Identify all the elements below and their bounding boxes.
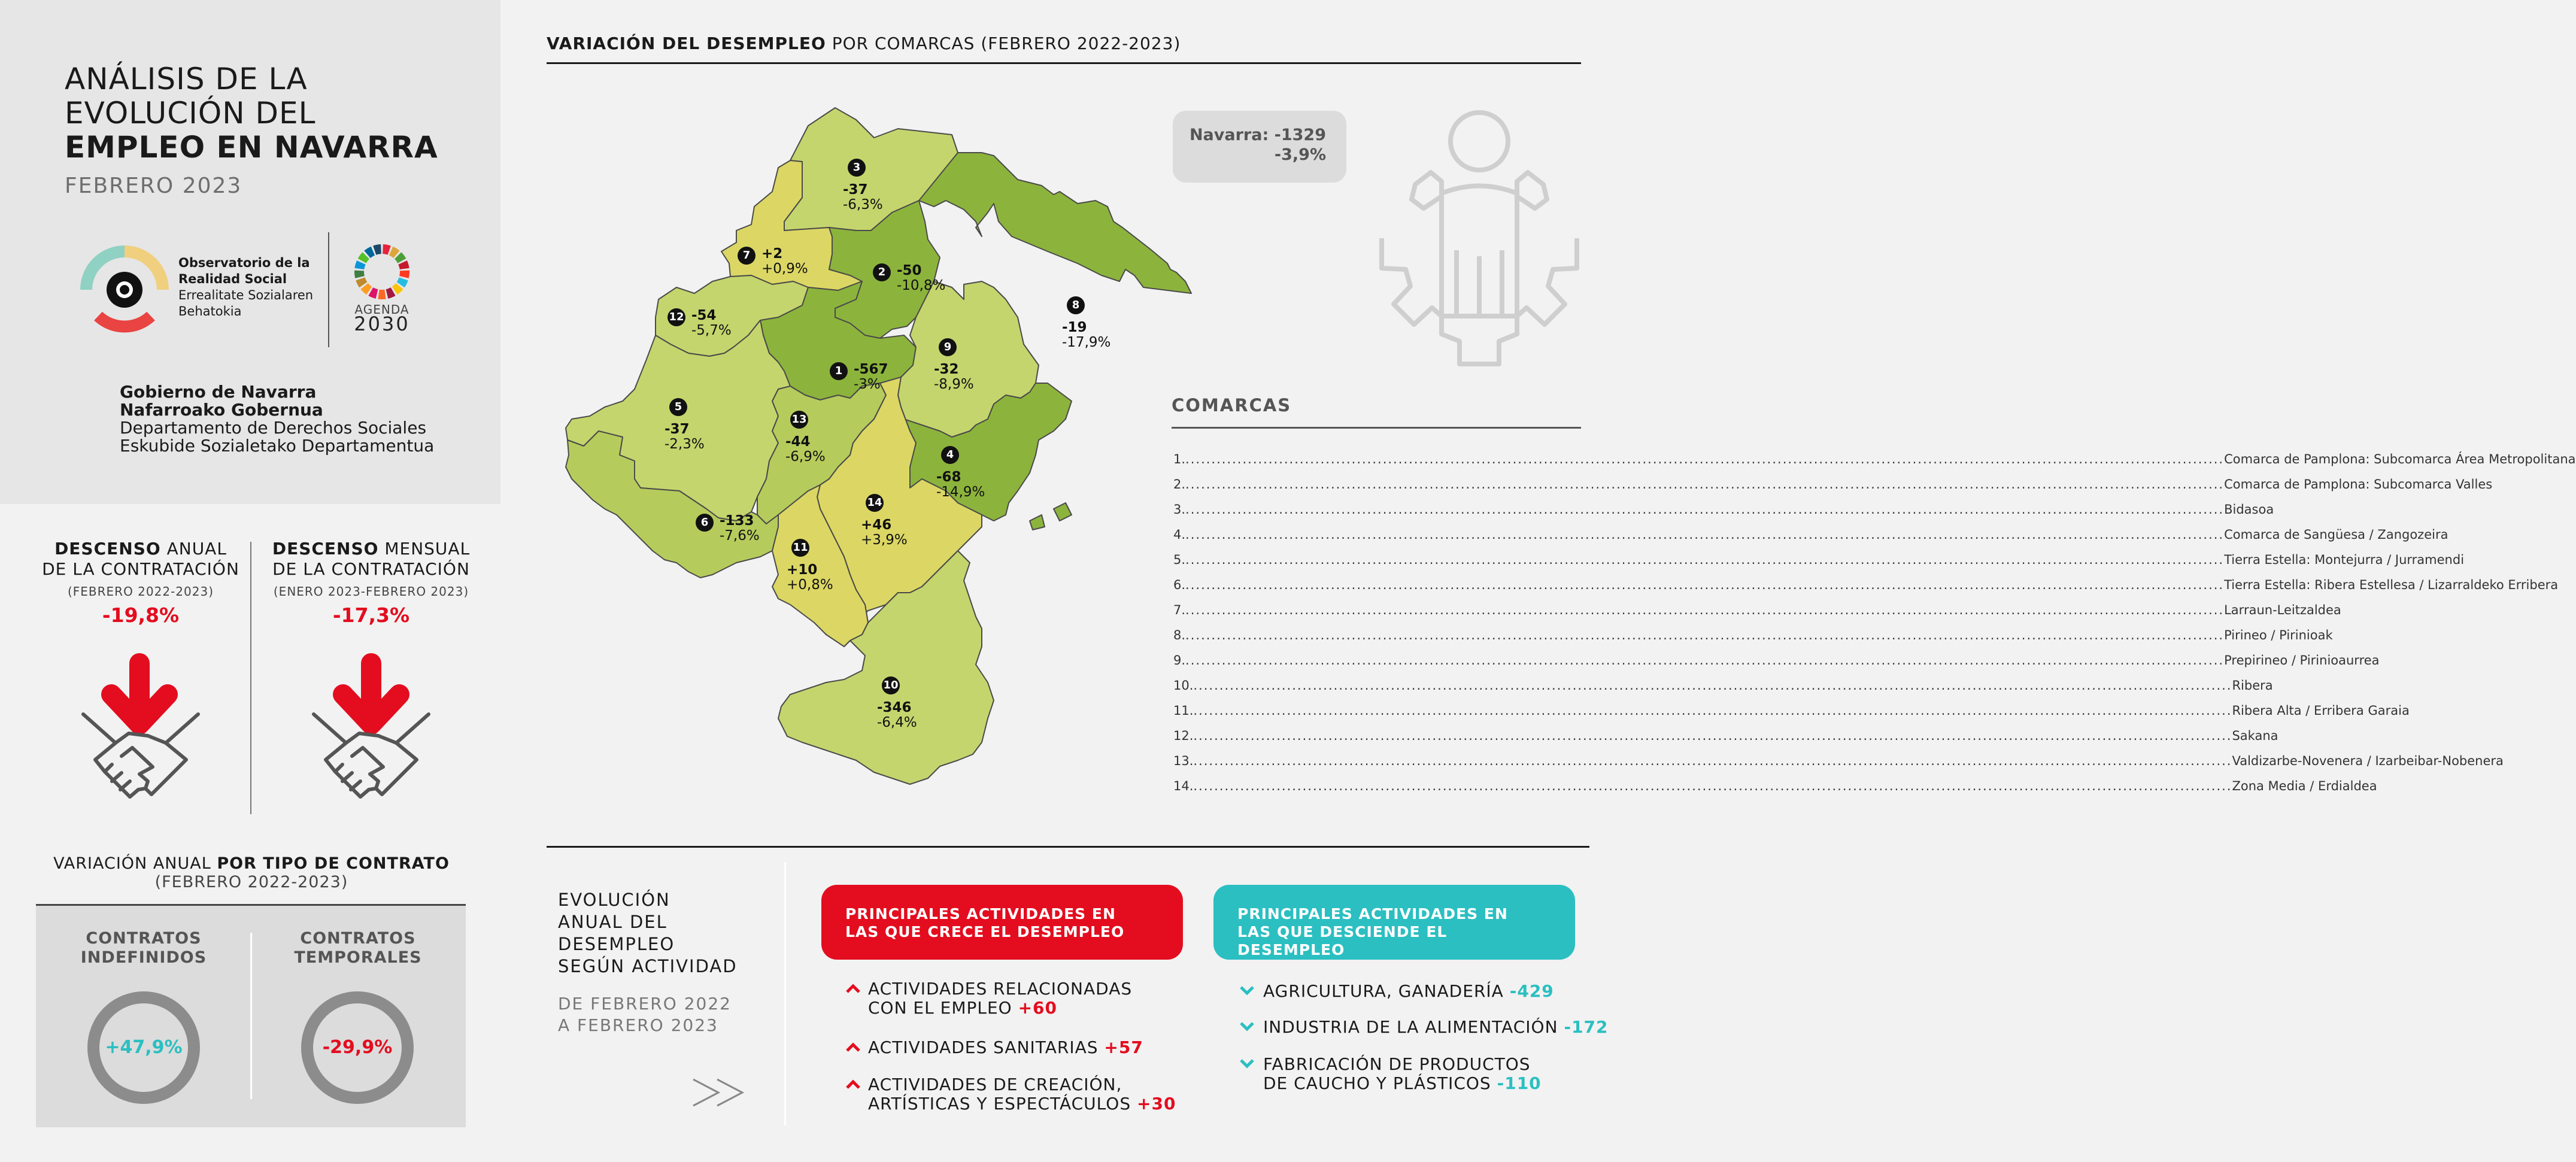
comarca-legend-row	[1173, 748, 2504, 773]
comarcas-title: COMARCAS	[1172, 395, 1292, 415]
page-title-line1: ANÁLISIS DE LA	[65, 62, 308, 96]
desciende-title-2: LAS QUE DESCIENDE EL DESEMPLEO	[1237, 923, 1448, 958]
sdg-segment	[365, 286, 369, 290]
crece-header-pill	[821, 885, 1183, 960]
descenso-anual-value: -19,8%	[102, 603, 180, 627]
leader-dots: ........................................................................................................................................................................................................	[1185, 578, 2225, 592]
region-value: -133 -7,6%	[720, 513, 760, 544]
comarca-number: 10.	[1173, 678, 1194, 693]
region-value: -567 -3%	[854, 362, 888, 392]
evo-title-4: SEGÚN ACTIVIDAD	[558, 956, 738, 976]
comarca-number: 12.	[1173, 729, 1194, 743]
descenso-mensual-line2: DE LA CONTRATACIÓN	[272, 559, 470, 579]
contratos-section-title	[36, 854, 467, 891]
comarca-legend-row	[1173, 522, 2448, 547]
comarca-number: 8.	[1173, 628, 1186, 642]
crece-title-1: PRINCIPALES ACTIVIDADES EN	[845, 905, 1116, 923]
sdg-segment	[398, 256, 402, 261]
leader-dots: ........................................................................................................................................................................................................	[1193, 703, 2232, 718]
desciende-item-3-l1: FABRICACIÓN DE PRODUCTOS	[1263, 1054, 1531, 1074]
sdg-segment	[391, 251, 396, 254]
page-title-line2: EVOLUCIÓN DEL	[65, 96, 316, 131]
leader-dots: ........................................................................................................................................................................................................	[1185, 553, 2225, 567]
page-title-line3: EMPLEO EN NAVARRA	[65, 130, 438, 165]
crece-item-1-value: +60	[1018, 998, 1058, 1018]
contratos-title-bold: POR TIPO DE CONTRATO	[217, 854, 450, 873]
leader-dots: ........................................................................................................................................................................................................	[1193, 779, 2232, 793]
region-number-badge: 13	[790, 411, 808, 429]
crece-item-1-l2: CON EL EMPLEO	[868, 998, 1018, 1018]
desciende-item-3-l2: DE CAUCHO Y PLÁSTICOS	[1263, 1073, 1497, 1093]
indefinidos-label-2: INDEFINIDOS	[80, 948, 207, 967]
sdg-segment	[362, 256, 366, 261]
sdg-segment	[359, 271, 360, 277]
region-number-badge: 6	[696, 514, 714, 532]
departamento-eu: Eskubide Sozialetako Departamentua	[120, 436, 435, 456]
comarcas-list	[1173, 447, 2576, 799]
desciende-item-3-value: -110	[1497, 1073, 1542, 1093]
departamento-es: Departamento de Derechos Sociales	[120, 418, 427, 438]
chevron-down-icon	[1239, 1058, 1255, 1068]
comarca-name: Ribera	[2232, 678, 2273, 693]
page-subtitle: FEBRERO 2023	[65, 174, 242, 198]
chevron-down-icon	[1239, 985, 1255, 995]
map-title	[547, 34, 1181, 53]
crece-item-2-l2: ACTIVIDADES SANITARIAS	[868, 1037, 1105, 1057]
comarca-name: Tierra Estella: Ribera Estellesa / Lizarraldeko Erribera	[2224, 578, 2559, 592]
region-number-badge: 12	[667, 308, 685, 326]
chevron-up-icon	[845, 984, 861, 994]
comarca-name: Sakana	[2232, 729, 2278, 743]
observatorio-name-4: Behatokia	[178, 304, 242, 318]
sdg-segment	[404, 271, 405, 277]
region-number-badge: 4	[941, 446, 959, 464]
comarca-name: Zona Media / Erdialdea	[2232, 779, 2377, 793]
comarca-name: Pirineo / Pirinioak	[2224, 628, 2333, 642]
temporales-value: -29,9%	[322, 1037, 393, 1058]
comarca-number: 2.	[1173, 477, 1186, 492]
desciende-item-1-value: -429	[1509, 981, 1554, 1001]
region-value: -346 -6,4%	[877, 700, 917, 730]
descenso-mensual-bold: DESCENSO	[272, 539, 379, 559]
navarra-total-box	[1173, 111, 1346, 183]
handshake-icon	[311, 709, 431, 805]
desciende-item	[1239, 982, 1554, 1001]
descenso-mensual-block	[263, 539, 479, 627]
map-label-11	[787, 539, 833, 593]
evo-sub-1: DE FEBRERO 2022	[558, 994, 732, 1014]
map-label-2	[873, 263, 945, 293]
region-number-badge: 5	[669, 398, 687, 416]
map-region-4-islet	[1030, 515, 1045, 530]
contratos-title-normal: VARIACIÓN ANUAL	[53, 854, 217, 873]
temporales-label-2: TEMPORALES	[294, 948, 422, 967]
crece-item	[845, 979, 1132, 1018]
indefinidos-value: +47,9%	[105, 1037, 183, 1058]
map-title-rule	[547, 62, 1581, 64]
desciende-item-2-l2: INDUSTRIA DE LA ALIMENTACIÓN	[1263, 1017, 1564, 1037]
sdg-segment	[400, 279, 403, 285]
double-chevron-right-icon	[688, 1075, 754, 1111]
comarca-number: 3.	[1173, 502, 1186, 517]
crece-item	[845, 1038, 1143, 1057]
crece-item-1-l1: ACTIVIDADES RELACIONADAS	[868, 979, 1133, 999]
desciende-item	[1239, 1055, 1542, 1093]
comarca-number: 14.	[1173, 779, 1194, 793]
handshake-icon	[81, 709, 201, 805]
region-value: -44 -6,9%	[785, 434, 826, 465]
region-number-badge: 11	[791, 539, 809, 557]
comarca-legend-row	[1173, 773, 2377, 799]
comarca-name: Larraun-Leitzaldea	[2224, 603, 2341, 617]
comarca-name: Tierra Estella: Montejurra / Jurramendi	[2224, 553, 2465, 567]
leader-dots: ........................................................................................................................................................................................................	[1193, 754, 2232, 768]
map-label-3	[843, 159, 883, 213]
comarcas-rule	[1172, 427, 1581, 429]
comarca-legend-row	[1173, 497, 2274, 522]
map-label-10	[877, 676, 917, 730]
comarca-legend-row	[1173, 723, 2278, 748]
sdg-wheel-icon	[352, 242, 412, 302]
region-number-badge: 8	[1067, 296, 1085, 314]
region-number-badge: 10	[882, 676, 900, 694]
crece-title-2: LAS QUE CRECE EL DESEMPLEO	[845, 923, 1125, 940]
map-region-4-islet	[1054, 503, 1072, 521]
leader-dots: ........................................................................................................................................................................................................	[1185, 628, 2225, 642]
comarca-name: Comarca de Pamplona: Subcomarca Valles	[2224, 477, 2493, 492]
comarca-legend-row	[1173, 698, 2410, 723]
temporales-label-1: CONTRATOS	[300, 929, 416, 948]
comarca-legend-row	[1173, 648, 2380, 673]
comarca-legend-row	[1173, 472, 2493, 497]
gobierno-name-eu: Nafarroako Gobernua	[120, 400, 323, 420]
comarca-legend-row	[1173, 547, 2465, 572]
comarca-number: 6.	[1173, 578, 1186, 592]
desciende-item-1-l2: AGRICULTURA, GANADERÍA	[1263, 981, 1510, 1001]
map-title-bold: VARIACIÓN DEL DESEMPLEO	[547, 34, 826, 53]
activity-divider	[784, 862, 786, 1125]
region-value: -19 -17,9%	[1062, 320, 1111, 350]
observatorio-logo-icon	[80, 245, 169, 334]
region-number-badge: 1	[830, 362, 848, 380]
logo-divider	[328, 232, 329, 347]
map-label-12	[667, 308, 732, 338]
sdg-segment	[395, 286, 399, 290]
desciende-header-pill	[1213, 885, 1575, 960]
comarca-legend-row	[1173, 597, 2341, 623]
region-number-badge: 7	[738, 247, 755, 265]
comarca-number: 9.	[1173, 653, 1186, 668]
leader-dots: ........................................................................................................................................................................................................	[1193, 729, 2232, 743]
observatorio-name-2: Realidad Social	[178, 272, 287, 286]
comarca-name: Bidasoa	[2224, 502, 2274, 517]
sdg-segment	[368, 251, 373, 254]
map-label-14	[861, 494, 908, 548]
sdg-segment	[371, 292, 377, 294]
agenda-year: 2030	[354, 313, 410, 335]
map-label-5	[665, 398, 705, 452]
comarca-name: Comarca de Pamplona: Subcomarca Área Metropolitana	[2224, 452, 2576, 466]
agenda-label: AGENDA	[354, 302, 409, 317]
region-value: -37 -6,3%	[843, 182, 883, 213]
leader-dots: ........................................................................................................................................................................................................	[1185, 653, 2225, 668]
chevron-up-icon	[845, 1080, 861, 1090]
map-label-8	[1062, 296, 1111, 350]
evo-title-3: DESEMPLEO	[558, 934, 675, 954]
comarca-name: Valdizarbe-Novenera / Izarbeibar-Nobenera	[2232, 754, 2504, 768]
worker-gear-icon	[1376, 107, 1583, 374]
comarca-number: 1.	[1173, 452, 1186, 466]
descenso-anual-line2: DE LA CONTRATACIÓN	[42, 559, 239, 579]
gobierno-name-es: Gobierno de Navarra	[120, 382, 317, 402]
region-value: +10 +0,8%	[787, 562, 833, 593]
region-value: +46 +3,9%	[861, 517, 908, 548]
evo-title-2: ANUAL DEL	[558, 912, 667, 932]
map-label-13	[785, 411, 826, 465]
comarca-number: 4.	[1173, 527, 1186, 542]
contratos-divider	[250, 933, 252, 1099]
leader-dots: ........................................................................................................................................................................................................	[1185, 502, 2225, 517]
navarra-total-abs: Navarra: -1329	[1189, 126, 1326, 144]
evo-sub-2: A FEBRERO 2023	[558, 1015, 718, 1035]
region-number-badge: 14	[866, 494, 884, 512]
leader-dots: ........................................................................................................................................................................................................	[1185, 452, 2225, 466]
sdg-segment	[383, 249, 390, 250]
descenso-mensual-rest: MENSUAL	[378, 539, 471, 559]
region-value: -50 -10,8%	[897, 263, 946, 293]
region-value: -68 -14,9%	[936, 469, 985, 500]
crece-item-3-value: +30	[1137, 1094, 1176, 1114]
chevron-up-icon	[845, 1043, 861, 1052]
contratos-period: (FEBRERO 2022-2023)	[154, 873, 348, 891]
sdg-segment	[359, 262, 361, 269]
crece-item-3-l1: ACTIVIDADES DE CREACIÓN,	[868, 1075, 1122, 1094]
map-region-8	[919, 153, 1191, 293]
chevron-down-icon	[1239, 1021, 1255, 1031]
sdg-segment	[375, 249, 381, 250]
map-title-rest: POR COMARCAS (FEBRERO 2022-2023)	[826, 34, 1181, 53]
sdg-segment	[387, 292, 393, 294]
comarca-legend-row	[1173, 572, 2559, 597]
comarca-number: 11.	[1173, 703, 1194, 718]
sdg-segment	[360, 279, 363, 285]
sdg-segment	[403, 262, 405, 269]
observatorio-name-1: Observatorio de la	[178, 256, 310, 270]
descenso-anual-bold: DESCENSO	[54, 539, 161, 559]
region-number-badge: 2	[873, 263, 891, 281]
descenso-anual-rest: ANUAL	[160, 539, 227, 559]
region-number-badge: 9	[939, 338, 957, 356]
descenso-anual-period: (FEBRERO 2022-2023)	[67, 584, 214, 599]
comarca-number: 5.	[1173, 553, 1186, 567]
leader-dots: ........................................................................................................................................................................................................	[1193, 678, 2232, 693]
descenso-mensual-period: (ENERO 2023-FEBRERO 2023)	[273, 584, 469, 599]
descenso-anual-block	[33, 539, 248, 627]
region-number-badge: 3	[848, 159, 866, 177]
indefinidos-label-1: CONTRATOS	[86, 929, 202, 948]
map-label-4	[936, 446, 985, 500]
crece-item	[845, 1075, 1176, 1114]
map-label-9	[934, 338, 974, 392]
region-value: +2 +0,9%	[761, 246, 808, 277]
map-label-1	[830, 362, 888, 392]
comarca-number: 13.	[1173, 754, 1194, 768]
crece-item-3-l2: ARTÍSTICAS Y ESPECTÁCULOS	[868, 1094, 1137, 1114]
comarca-legend-row	[1173, 447, 2576, 472]
navarra-total-pct: -3,9%	[1274, 145, 1326, 164]
comarca-legend-row	[1173, 623, 2333, 648]
evo-title-1: EVOLUCIÓN	[558, 890, 670, 910]
region-value: -32 -8,9%	[934, 362, 974, 392]
observatorio-name-3: Errealitate Sozialaren	[178, 288, 314, 302]
descenso-mensual-value: -17,3%	[332, 603, 410, 627]
comarca-legend-row	[1173, 673, 2273, 698]
leader-dots: ........................................................................................................................................................................................................	[1185, 527, 2225, 542]
comarca-name: Comarca de Sangüesa / Zangozeira	[2224, 527, 2448, 542]
comarca-name: Prepirineo / Pirinioaurrea	[2224, 653, 2380, 668]
crece-item-2-value: +57	[1104, 1037, 1143, 1057]
region-value: -37 -2,3%	[665, 421, 705, 452]
comarca-name: Ribera Alta / Erribera Garaia	[2232, 703, 2410, 718]
desciende-item-2-value: -172	[1564, 1017, 1609, 1037]
desciende-title-1: PRINCIPALES ACTIVIDADES EN	[1237, 905, 1508, 923]
region-value: -54 -5,7%	[691, 308, 732, 338]
comarca-number: 7.	[1173, 603, 1186, 617]
leader-dots: ........................................................................................................................................................................................................	[1185, 477, 2225, 492]
descenso-divider	[250, 542, 251, 814]
map-label-7	[738, 247, 808, 277]
map-label-6	[696, 514, 760, 544]
desciende-item	[1239, 1018, 1609, 1037]
activity-rule	[547, 846, 1589, 848]
leader-dots: ........................................................................................................................................................................................................	[1185, 603, 2225, 617]
